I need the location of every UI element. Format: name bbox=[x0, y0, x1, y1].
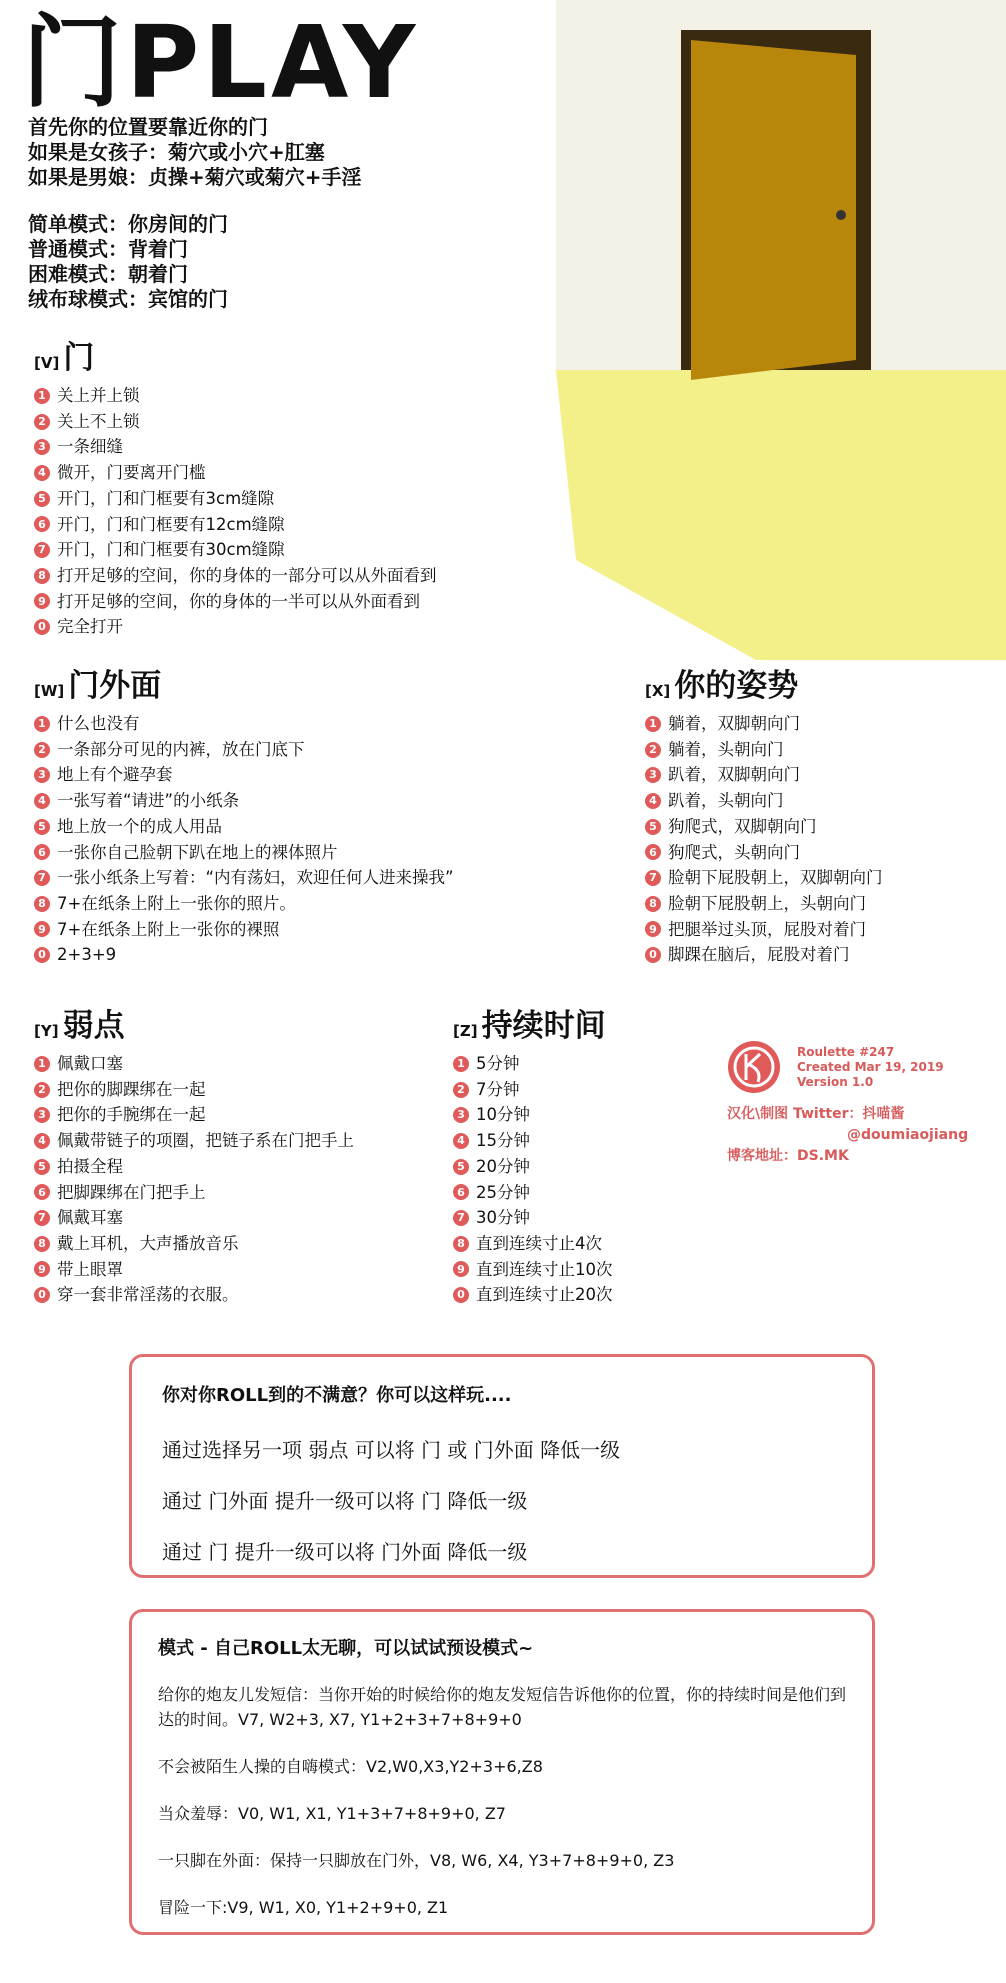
section-y bbox=[34, 1000, 354, 1308]
version: Version 1.0 bbox=[797, 1074, 874, 1089]
list-item bbox=[34, 942, 454, 968]
number-badge-icon: 3 bbox=[645, 767, 661, 783]
item-label: 穿一套非常淫荡的衣服。 bbox=[57, 1285, 239, 1305]
list-item bbox=[453, 1205, 613, 1231]
list-item bbox=[34, 614, 437, 640]
section-x bbox=[645, 660, 883, 968]
reroll-line: 通过选择另一项 弱点 可以将 门 或 门外面 降低一级 bbox=[162, 1438, 621, 1462]
list-item bbox=[34, 1128, 354, 1154]
number-badge-icon: 8 bbox=[453, 1236, 469, 1252]
reroll-heading: 你对你ROLL到的不满意？你可以这样玩.... bbox=[162, 1385, 512, 1406]
list-item bbox=[453, 1180, 613, 1206]
number-badge-icon: 0 bbox=[34, 619, 50, 635]
item-label: 一张你自己脸朝下趴在地上的裸体照片 bbox=[57, 842, 338, 862]
item-label: 开门，门和门框要有12cm缝隙 bbox=[57, 514, 285, 534]
list-item bbox=[453, 1102, 613, 1128]
item-label: 把你的脚踝绑在一起 bbox=[57, 1079, 206, 1099]
number-badge-icon: 6 bbox=[34, 1184, 50, 1200]
list-item bbox=[34, 563, 437, 589]
list-item bbox=[453, 1128, 613, 1154]
item-label: 关上并上锁 bbox=[57, 386, 140, 405]
item-label: 5分钟 bbox=[476, 1054, 520, 1073]
item-label: 开门，门和门框要有3cm缝隙 bbox=[57, 488, 275, 508]
item-label: 脚踝在脑后，屁股对着门 bbox=[668, 945, 850, 965]
number-badge-icon: 1 bbox=[34, 388, 50, 404]
item-label: 戴上耳机，大声播放音乐 bbox=[57, 1233, 239, 1253]
door-knob-icon bbox=[836, 210, 846, 220]
number-badge-icon: 8 bbox=[34, 1236, 50, 1252]
number-badge-icon: 1 bbox=[453, 1056, 469, 1072]
number-badge-icon: 0 bbox=[645, 947, 661, 963]
item-label: 7+在纸条上附上一张你的照片。 bbox=[57, 893, 296, 913]
number-badge-icon: 9 bbox=[34, 921, 50, 937]
reroll-line: 通过 门 提升一级可以将 门外面 降低一级 bbox=[162, 1540, 528, 1564]
item-label: 把脚踝绑在门把手上 bbox=[57, 1182, 206, 1202]
section-tag: [Z] bbox=[453, 1022, 478, 1040]
list-item bbox=[34, 434, 437, 460]
item-label: 把腿举过头顶，屁股对着门 bbox=[668, 919, 866, 939]
number-badge-icon: 1 bbox=[645, 716, 661, 732]
list-item bbox=[645, 917, 883, 943]
number-badge-icon: 0 bbox=[453, 1287, 469, 1303]
section-tag: [Y] bbox=[34, 1022, 59, 1040]
item-label: 脸朝下屁股朝上，双脚朝向门 bbox=[668, 868, 883, 888]
list-item bbox=[34, 711, 454, 737]
number-badge-icon: 0 bbox=[34, 947, 50, 963]
item-label: 开门，门和门框要有30cm缝隙 bbox=[57, 540, 285, 560]
item-label: 趴着，头朝向门 bbox=[668, 791, 784, 811]
item-label: 趴着，双脚朝向门 bbox=[668, 765, 800, 785]
translator-credit: 汉化\制图 Twitter：抖喵酱 bbox=[727, 1106, 905, 1122]
section-header bbox=[645, 660, 883, 705]
preset-modes-box bbox=[129, 1609, 875, 1935]
number-badge-icon: 6 bbox=[34, 844, 50, 860]
number-badge-icon: 4 bbox=[645, 793, 661, 809]
preset-heading: 模式 - 自己ROLL太无聊，可以试试预设模式~ bbox=[158, 1638, 534, 1659]
list-item bbox=[34, 1154, 354, 1180]
number-badge-icon: 5 bbox=[453, 1159, 469, 1175]
list-item bbox=[34, 486, 437, 512]
number-badge-icon: 2 bbox=[34, 742, 50, 758]
item-label: 拍摄全程 bbox=[57, 1156, 123, 1176]
number-badge-icon: 9 bbox=[645, 921, 661, 937]
list-item bbox=[645, 762, 883, 788]
item-label: 一张写着“请进”的小纸条 bbox=[57, 791, 240, 811]
list-item bbox=[34, 917, 454, 943]
list-item bbox=[453, 1077, 613, 1103]
list-item bbox=[645, 891, 883, 917]
item-label: 脸朝下屁股朝上，头朝向门 bbox=[668, 893, 866, 913]
number-badge-icon: 3 bbox=[34, 767, 50, 783]
item-label: 躺着，头朝向门 bbox=[668, 739, 784, 759]
reroll-box bbox=[129, 1354, 875, 1578]
list-item bbox=[453, 1231, 613, 1257]
list-item bbox=[453, 1051, 613, 1077]
list-item bbox=[645, 711, 883, 737]
section-title: 你的姿势 bbox=[674, 668, 799, 704]
mode-line: 绒布球模式：宾馆的门 bbox=[28, 287, 228, 311]
item-label: 把你的手腕绑在一起 bbox=[57, 1105, 206, 1125]
section-header bbox=[34, 660, 454, 705]
item-label: 地上放一个的成人用品 bbox=[57, 816, 222, 836]
preset-line: 一只脚在外面：保持一只脚放在门外，V8, W6, X4, Y3+7+8+9+0, Z3 bbox=[158, 1851, 675, 1870]
intro-line: 如果是女孩子：菊穴或小穴+肛塞 bbox=[28, 140, 325, 164]
number-badge-icon: 9 bbox=[34, 1261, 50, 1277]
item-label: 带上眼罩 bbox=[57, 1259, 123, 1279]
item-label: 佩戴耳塞 bbox=[57, 1208, 123, 1228]
list-item bbox=[645, 865, 883, 891]
list-item bbox=[34, 891, 454, 917]
number-badge-icon: 8 bbox=[34, 568, 50, 584]
list-item bbox=[645, 840, 883, 866]
section-header bbox=[34, 332, 437, 377]
item-label: 直到连续寸止10次 bbox=[476, 1259, 613, 1279]
section-header bbox=[34, 1000, 354, 1045]
number-badge-icon: 5 bbox=[34, 1159, 50, 1175]
number-badge-icon: 7 bbox=[645, 870, 661, 886]
item-label: 关上不上锁 bbox=[57, 411, 140, 431]
number-badge-icon: 4 bbox=[34, 1133, 50, 1149]
number-badge-icon: 8 bbox=[34, 896, 50, 912]
list-item bbox=[34, 1282, 354, 1308]
section-header bbox=[453, 1000, 613, 1045]
item-label: 什么也没有 bbox=[57, 714, 140, 733]
list-item bbox=[34, 737, 454, 763]
item-label: 完全打开 bbox=[57, 617, 123, 637]
list-item bbox=[34, 1180, 354, 1206]
list-item bbox=[34, 409, 437, 435]
section-title: 门外面 bbox=[68, 668, 162, 704]
item-label: 20分钟 bbox=[476, 1156, 530, 1176]
blog-address[interactable]: 博客地址：DS.MK bbox=[727, 1148, 849, 1164]
number-badge-icon: 1 bbox=[34, 716, 50, 732]
reroll-line: 通过 门外面 提升一级可以将 门 降低一级 bbox=[162, 1489, 528, 1513]
credits bbox=[727, 1040, 997, 1167]
item-label: 佩戴口塞 bbox=[57, 1054, 123, 1073]
number-badge-icon: 2 bbox=[34, 1082, 50, 1098]
roulette-logo-icon bbox=[727, 1040, 781, 1094]
number-badge-icon: 0 bbox=[34, 1287, 50, 1303]
number-badge-icon: 8 bbox=[645, 896, 661, 912]
number-badge-icon: 4 bbox=[34, 793, 50, 809]
section-w bbox=[34, 660, 454, 968]
mode-line: 简单模式：你房间的门 bbox=[28, 212, 228, 236]
item-label: 直到连续寸止4次 bbox=[476, 1233, 602, 1253]
item-label: 打开足够的空间，你的身体的一半可以从外面看到 bbox=[57, 591, 420, 611]
number-badge-icon: 2 bbox=[645, 742, 661, 758]
number-badge-icon: 7 bbox=[34, 1210, 50, 1226]
list-item bbox=[34, 1051, 354, 1077]
list-item bbox=[645, 788, 883, 814]
preset-line: 冒险一下:V9, W1, X0, Y1+2+9+0, Z1 bbox=[158, 1898, 449, 1917]
number-badge-icon: 6 bbox=[645, 844, 661, 860]
list-item bbox=[34, 589, 437, 615]
list-item bbox=[453, 1257, 613, 1283]
number-badge-icon: 3 bbox=[34, 1107, 50, 1123]
section-title: 持续时间 bbox=[481, 1008, 606, 1044]
number-badge-icon: 3 bbox=[34, 439, 50, 455]
number-badge-icon: 7 bbox=[453, 1210, 469, 1226]
list-item bbox=[34, 1102, 354, 1128]
list-item bbox=[34, 1205, 354, 1231]
number-badge-icon: 1 bbox=[34, 1056, 50, 1072]
list-item bbox=[34, 460, 437, 486]
roulette-number: Roulette #247 bbox=[797, 1044, 895, 1059]
list-item bbox=[645, 942, 883, 968]
number-badge-icon: 7 bbox=[34, 870, 50, 886]
number-badge-icon: 2 bbox=[34, 414, 50, 430]
list-item bbox=[34, 762, 454, 788]
list-item bbox=[34, 1231, 354, 1257]
section-title: 门 bbox=[63, 340, 95, 376]
list-item bbox=[34, 537, 437, 563]
list-item bbox=[34, 788, 454, 814]
door-illustration bbox=[556, 0, 1006, 660]
created-date: Created Mar 19, 2019 bbox=[797, 1059, 944, 1074]
number-badge-icon: 7 bbox=[34, 542, 50, 558]
list-item bbox=[34, 1257, 354, 1283]
number-badge-icon: 5 bbox=[34, 491, 50, 507]
item-label: 一张小纸条上写着：“内有荡妇，欢迎任何人进来操我” bbox=[57, 868, 454, 888]
section-tag: [V] bbox=[34, 354, 60, 372]
item-label: 一条部分可见的内裤，放在门底下 bbox=[57, 739, 305, 759]
list-item bbox=[34, 865, 454, 891]
number-badge-icon: 3 bbox=[453, 1107, 469, 1123]
number-badge-icon: 9 bbox=[34, 593, 50, 609]
number-badge-icon: 6 bbox=[34, 516, 50, 532]
item-label: 一条细缝 bbox=[57, 437, 123, 457]
number-badge-icon: 5 bbox=[34, 819, 50, 835]
section-title: 弱点 bbox=[62, 1008, 125, 1044]
item-label: 微开，门要离开门槛 bbox=[57, 463, 206, 483]
item-label: 7分钟 bbox=[476, 1079, 520, 1099]
item-label: 30分钟 bbox=[476, 1208, 530, 1228]
item-label: 直到连续寸止20次 bbox=[476, 1285, 613, 1305]
item-label: 2+3+9 bbox=[57, 945, 117, 965]
preset-line: 不会被陌生人操的自嗨模式：V2,W0,X3,Y2+3+6,Z8 bbox=[158, 1757, 543, 1776]
number-badge-icon: 2 bbox=[453, 1082, 469, 1098]
list-item bbox=[34, 512, 437, 538]
list-item bbox=[645, 814, 883, 840]
section-tag: [X] bbox=[645, 682, 671, 700]
item-label: 狗爬式，头朝向门 bbox=[668, 842, 800, 862]
mode-line: 普通模式：背着门 bbox=[28, 237, 188, 261]
list-item bbox=[453, 1282, 613, 1308]
door bbox=[691, 40, 856, 380]
section-z bbox=[453, 1000, 613, 1308]
intro-line: 如果是男娘：贞操+菊穴或菊穴+手淫 bbox=[28, 165, 362, 189]
item-label: 25分钟 bbox=[476, 1182, 530, 1202]
list-item bbox=[34, 814, 454, 840]
preset-line: 当众羞辱：V0, W1, X1, Y1+3+7+8+9+0, Z7 bbox=[158, 1804, 506, 1823]
item-label: 躺着，双脚朝向门 bbox=[668, 714, 800, 733]
preset-line: 给你的炮友儿发短信：当你开始的时候给你的炮友发短信告诉他你的位置，你的持续时间是他们到达的时间。V7, W2+3, X7, Y1+2+3+7+8+9+0 bbox=[158, 1685, 847, 1729]
item-label: 打开足够的空间，你的身体的一部分可以从外面看到 bbox=[57, 565, 437, 585]
number-badge-icon: 6 bbox=[453, 1184, 469, 1200]
item-label: 7+在纸条上附上一张你的裸照 bbox=[57, 919, 280, 939]
number-badge-icon: 4 bbox=[34, 465, 50, 481]
list-item bbox=[645, 737, 883, 763]
list-item bbox=[34, 840, 454, 866]
number-badge-icon: 9 bbox=[453, 1261, 469, 1277]
list-item bbox=[34, 383, 437, 409]
page-title: 门PLAY bbox=[22, 4, 420, 121]
item-label: 佩戴带链子的项圈，把链子系在门把手上 bbox=[57, 1131, 354, 1151]
mode-line: 困难模式：朝着门 bbox=[28, 262, 188, 286]
list-item bbox=[34, 1077, 354, 1103]
number-badge-icon: 4 bbox=[453, 1133, 469, 1149]
twitter-handle[interactable]: @doumiaojiang bbox=[847, 1127, 969, 1143]
item-label: 狗爬式，双脚朝向门 bbox=[668, 816, 817, 836]
list-item bbox=[453, 1154, 613, 1180]
section-v bbox=[34, 332, 437, 640]
item-label: 地上有个避孕套 bbox=[57, 765, 173, 785]
item-label: 15分钟 bbox=[476, 1131, 530, 1151]
item-label: 10分钟 bbox=[476, 1105, 530, 1125]
intro-line: 首先你的位置要靠近你的门 bbox=[28, 115, 268, 139]
number-badge-icon: 5 bbox=[645, 819, 661, 835]
section-tag: [W] bbox=[34, 682, 65, 700]
